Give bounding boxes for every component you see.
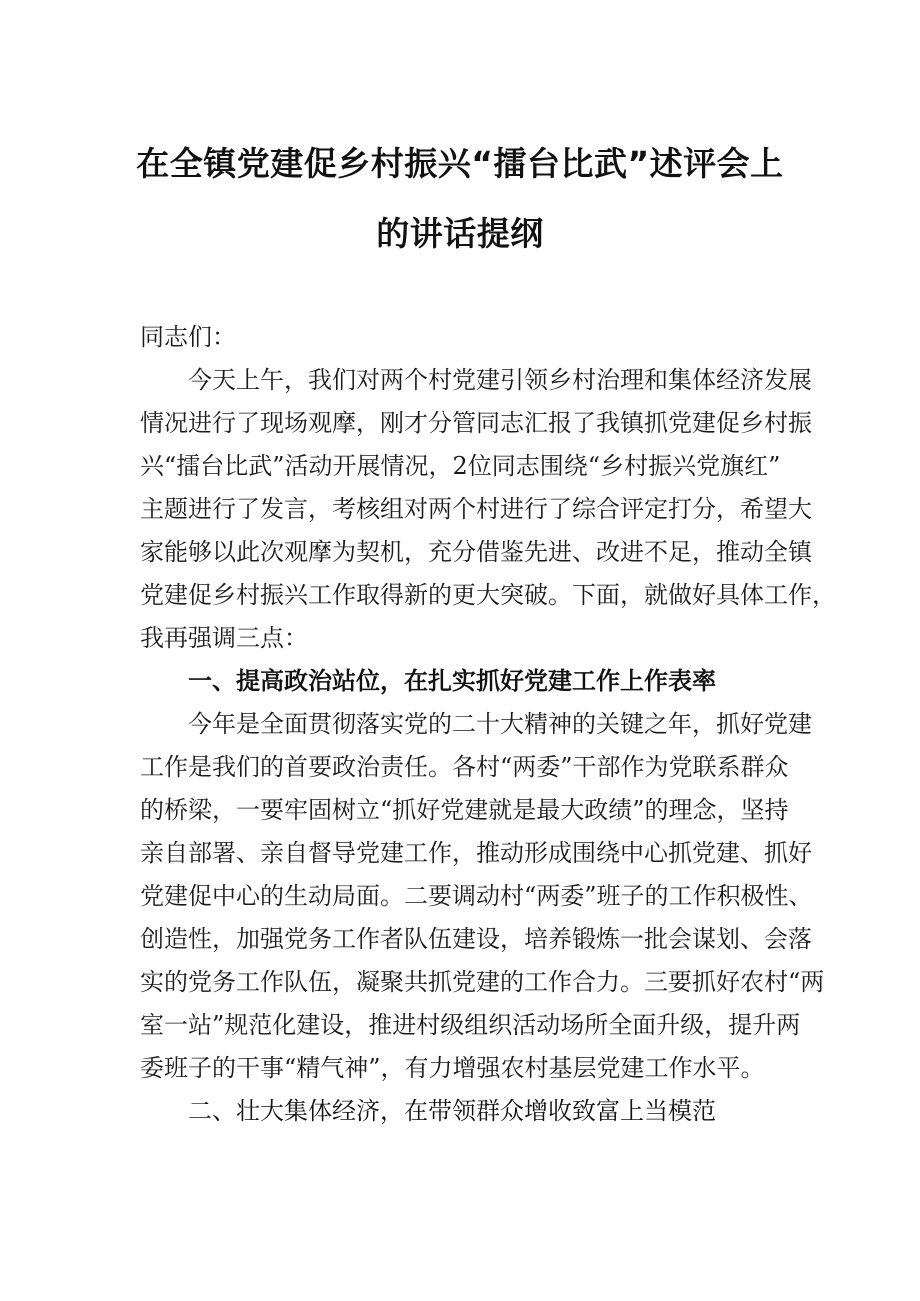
paragraph-line: 我再强调三点： (140, 624, 308, 652)
paragraph-line: 党建促中心的生动局面。二要调动村“两委”班子的工作积极性、 (140, 882, 813, 910)
paragraph-line: 实的党务工作队伍，凝聚共抓党建的工作合力。三要抓好农村“两 (140, 968, 825, 996)
paragraph-line: 党建促乡村振兴工作取得新的更大突破。下面，就做好具体工作， (140, 581, 836, 609)
paragraph-line: 工作是我们的首要政治责任。各村“两委”干部作为党联系群众 (140, 753, 789, 781)
section-heading-1: 一、提高政治站位，在扎实抓好党建工作上作表率 (188, 667, 716, 695)
paragraph-line: 的桥梁，一要牢固树立“抓好党建就是最大政绩”的理念，坚持 (140, 796, 789, 824)
salutation: 同志们： (140, 323, 236, 351)
paragraph-line: 兴“擂台比武”活动开展情况，2位同志围绕“乡村振兴党旗红” (140, 452, 781, 480)
paragraph-line: 今天上午，我们对两个村党建引领乡村治理和集体经济发展 (188, 366, 812, 394)
paragraph-line: 情况进行了现场观摩，刚才分管同志汇报了我镇抓党建促乡村振 (140, 409, 812, 437)
paragraph-line: 创造性，加强党务工作者队伍建设，培养锻炼一批会谋划、会落 (140, 925, 812, 953)
document-title-line-2: 的讲话提纲 (376, 214, 544, 253)
paragraph-line: 主题进行了发言，考核组对两个村进行了综合评定打分，希望大 (140, 495, 812, 523)
paragraph-line: 家能够以此次观摩为契机，充分借鉴先进、改进不足，推动全镇 (140, 538, 812, 566)
paragraph-line: 今年是全面贯彻落实党的二十大精神的关键之年，抓好党建 (188, 710, 812, 738)
document-title-line-1: 在全镇党建促乡村振兴“擂台比武”述评会上 (136, 144, 784, 183)
section-heading-2: 二、壮大集体经济，在带领群众增收致富上当模范 (188, 1097, 716, 1125)
paragraph-line: 亲自部署、亲自督导党建工作，推动形成围绕中心抓党建、抓好 (140, 839, 812, 867)
paragraph-line: 委班子的干事“精气神”，有力增强农村基层党建工作水平。 (140, 1054, 765, 1082)
paragraph-line: 室一站”规范化建设，推进村级组织活动场所全面升级，提升两 (140, 1011, 801, 1039)
